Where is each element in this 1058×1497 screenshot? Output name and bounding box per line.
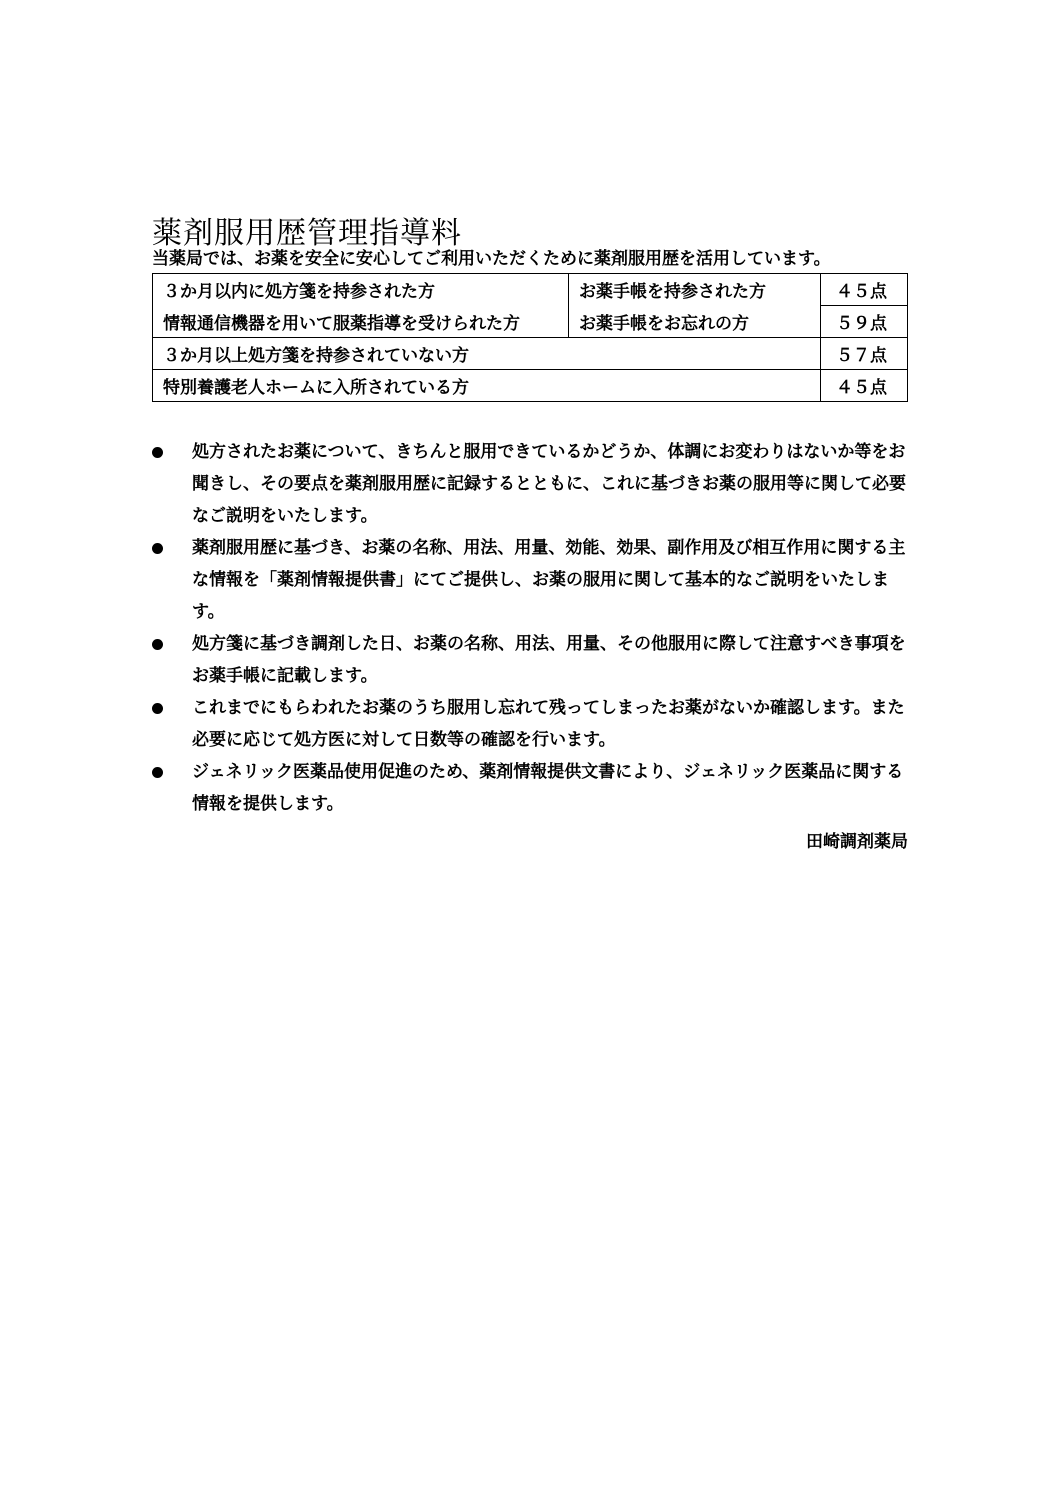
row-points: ５９点 [821,306,908,338]
note-text: ジェネリック医薬品使用促進のため、薬剤情報提供文書により、ジェネリック医薬品に関する情報を提供します。 [192,762,904,814]
note-text: 薬剤服用歴に基づき、お薬の名称、用法、用量、効能、効果、副作用及び相互作用に関する主な情報を「薬剤情報提供書」にてご提供し、お薬の服用に関して基本的なご説明をいたします。 [192,538,906,622]
bullet-icon [152,703,163,714]
list-item [152,628,912,692]
list-item [152,436,912,532]
row-points: ４５点 [821,274,908,306]
row-label: ３か月以内に処方箋を持参された方 [153,274,569,306]
table-row [153,370,908,402]
table-row [153,338,908,370]
bullet-icon [152,639,163,650]
note-text: 処方されたお薬について、きちんと服用できているかどうか、体調にお変わりはないか等をお聞きし、その要点を薬剤服用歴に記録するとともに、これに基づきお薬の服用等に関して必要なご説明をいたします。 [192,442,906,526]
fee-table [152,273,908,402]
bullet-icon [152,543,163,554]
row-label: 情報通信機器を用いて服薬指導を受けられた方 [153,306,569,338]
notes-list [152,436,912,820]
bullet-icon [152,447,163,458]
note-text: 処方箋に基づき調剤した日、お薬の名称、用法、用量、その他服用に際して注意すべき事項をお薬手帳に記載します。 [192,634,906,686]
row-points: ５７点 [821,338,908,370]
table-row [153,274,908,306]
list-item [152,692,912,756]
row-label: 特別養護老人ホームに入所されている方 [153,370,821,402]
page-title: 薬剤服用歴管理指導料 [152,216,462,252]
pharmacy-name: 田崎調剤薬局 [806,832,908,852]
list-item [152,756,912,820]
list-item [152,532,912,628]
row-condition: お薬手帳をお忘れの方 [569,306,821,338]
table-row [153,306,908,338]
intro-text: 当薬局では、お薬を安全に安心してご利用いただくために薬剤服用歴を活用しています。 [152,249,831,269]
bullet-icon [152,767,163,778]
row-label: ３か月以上処方箋を持参されていない方 [153,338,821,370]
row-condition: お薬手帳を持参された方 [569,274,821,306]
row-points: ４５点 [821,370,908,402]
note-text: これまでにもらわれたお薬のうち服用し忘れて残ってしまったお薬がないか確認します。また必要に応じて処方医に対して日数等の確認を行います。 [192,698,905,750]
